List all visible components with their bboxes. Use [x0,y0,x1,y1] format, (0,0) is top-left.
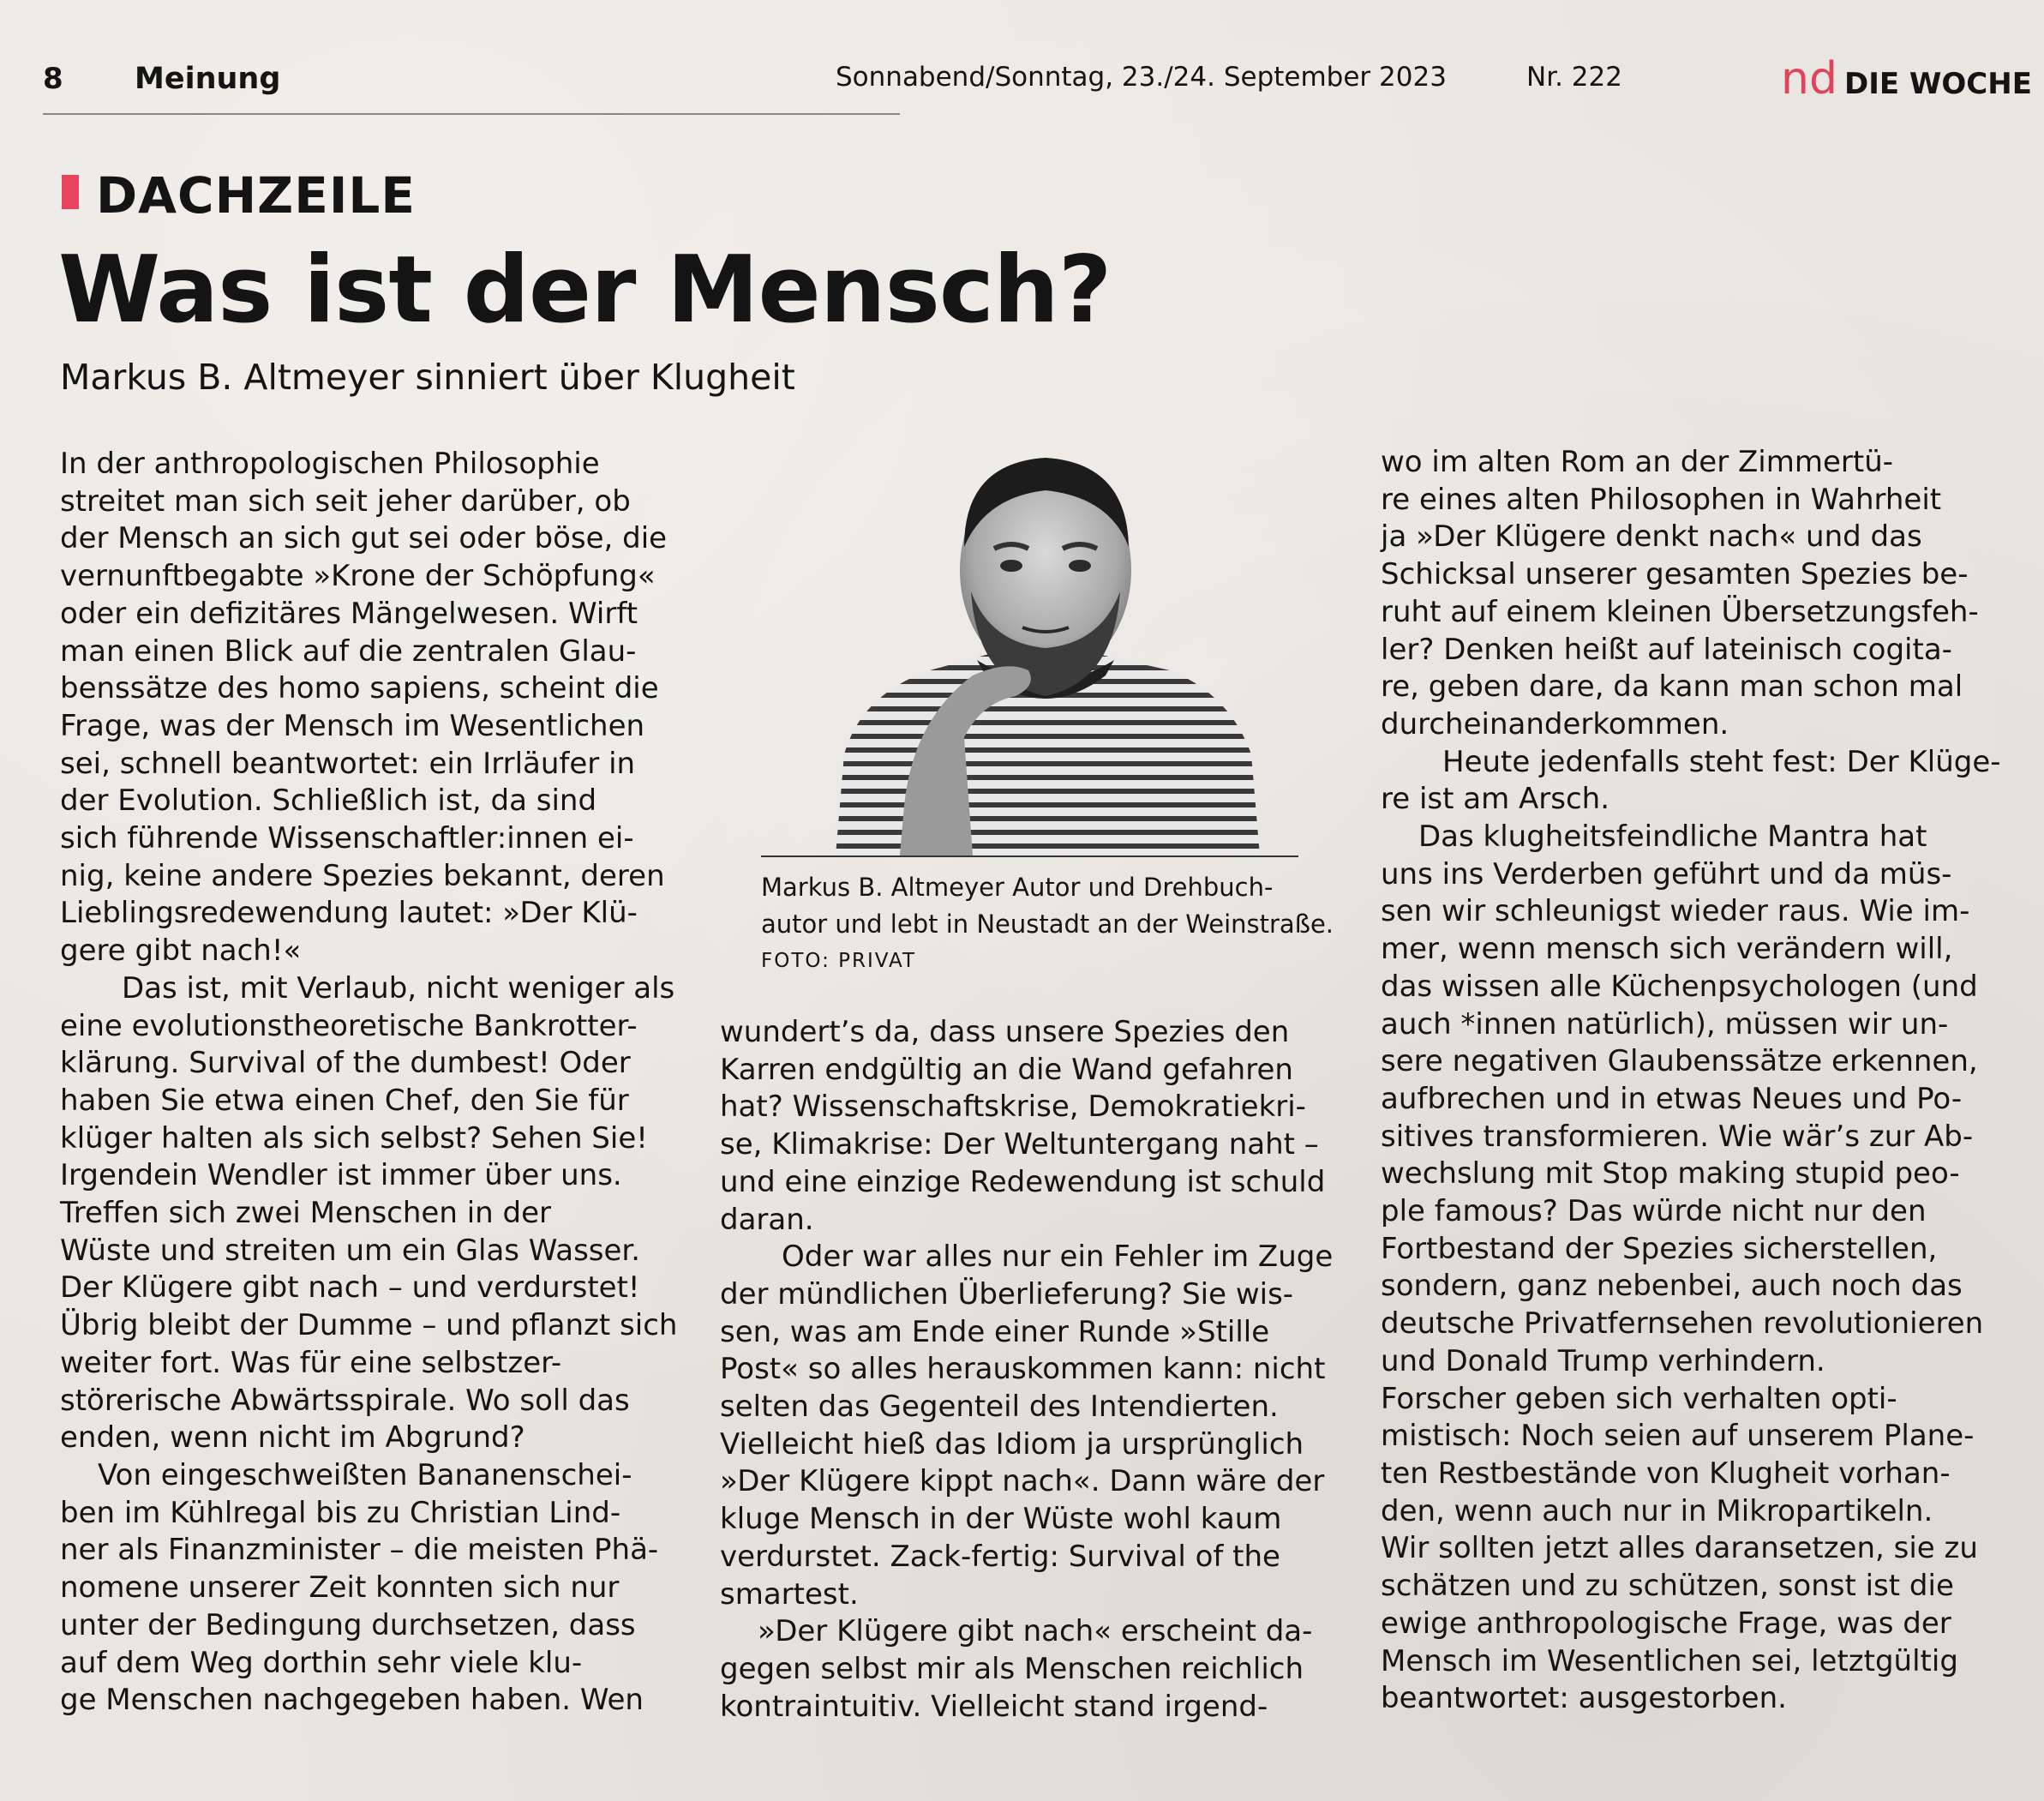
photo-caption-divider [761,855,1298,857]
text-line: schätzen und zu schützen, sonst ist die [1381,1569,1954,1604]
text-line: Schicksal unserer gesamten Spezies be- [1381,557,1969,592]
text-line: haben Sie etwa einen Chef, den Sie für [60,1083,629,1118]
text-line: mistisch: Noch seien auf unserem Plane- [1381,1419,1975,1454]
text-line: und eine einzige Redewendung ist schuld [720,1164,1326,1199]
brand-logo [1781,53,2032,105]
text-line: kontraintuitiv. Vielleicht stand irgend- [720,1689,1268,1724]
text-line: Frage, was der Mensch im Wesentlichen [60,708,645,743]
text-line: ten Restbestände von Klugheit vorhan- [1381,1456,1951,1491]
text-line: störerische Abwärtsspirale. Wo soll das [60,1383,630,1418]
section-label: Meinung [135,62,281,96]
text-line: ler? Denken heißt auf lateinisch cogita- [1381,632,1952,667]
text-line: sen, was am Ende einer Runde »Stille [720,1314,1270,1349]
text-line: ben im Kühlregal bis zu Christian Lind- [60,1495,621,1530]
text-line: sich führende Wissenschaftler:innen ei- [60,821,634,856]
text-line: Oder war alles nur ein Fehler im Zuge [782,1240,1334,1275]
kicker: DACHZEILE [96,166,416,225]
text-line: Übrig bleibt der Dumme – und pflanzt sich [60,1308,678,1343]
text-line: sei, schnell beantwortet: ein Irrläufer in [60,746,636,781]
text-line: auf dem Weg dorthin sehr viele klu- [60,1645,583,1680]
text-line: ruht auf einem kleinen Übersetzungsfeh- [1381,594,1979,629]
text-line: »Der Klügere gibt nach« erscheint da- [758,1614,1313,1649]
text-line: wechslung mit Stop making stupid peo- [1381,1156,1960,1192]
text-line: beantwortet: ausgestorben. [1381,1681,1787,1716]
text-line: smartest. [720,1576,859,1612]
text-line: kluge Mensch in der Wüste wohl kaum [720,1502,1282,1537]
text-line: daran. [720,1202,814,1237]
text-line: klärung. Survival of the dumbest! Oder [60,1046,631,1081]
photo-caption [761,869,1334,943]
text-line: »Der Klügere kippt nach«. Dann wäre der [720,1464,1325,1499]
author-photo [827,446,1273,855]
text-line: benssätze des homo sapiens, scheint die [60,671,659,706]
text-line: hat? Wissenschaftskrise, Demokratiekri- [720,1090,1306,1125]
text-line: ja »Der Klügere denkt nach« und das [1381,519,1922,555]
text-line: enden, wenn nicht im Abgrund? [60,1420,525,1456]
header-divider [43,113,900,115]
text-line: Treffen sich zwei Menschen in der [60,1196,551,1231]
text-line: sere negativen Glaubenssätze erkennen, [1381,1044,1978,1079]
text-line: Irgendein Wendler ist immer über uns. [60,1158,622,1193]
text-line: der Mensch an sich gut sei oder böse, die [60,521,668,556]
caption-line: Markus B. Altmeyer Autor und Drehbuch- [761,873,1274,902]
article-column-1 [60,446,677,1720]
text-line: deutsche Privatfernsehen revolutionieren [1381,1306,1984,1342]
text-line: Mensch im Wesentlichen sei, letztgültig [1381,1643,1958,1678]
text-line: wundert’s da, dass unsere Spezies den [720,1015,1290,1049]
text-line: man einen Blick auf die zentralen Glau- [60,633,637,669]
text-line: nomene unserer Zeit konnten sich nur [60,1570,620,1606]
brand-name: DIE WOCHE [1843,67,2032,101]
text-line: ge Menschen nachgegeben haben. Wen [60,1683,644,1718]
text-line: durcheinanderkommen. [1381,706,1729,741]
text-line: Wüste und streiten um ein Glas Wasser. [60,1233,641,1268]
caption-line: autor und lebt in Neustadt an der Weinstraße. [761,910,1334,939]
text-line: das wissen alle Küchenpsychologen (und [1381,969,1978,1004]
text-line: ple famous? Das würde nicht nur den [1381,1194,1927,1229]
text-line: Post« so alles herauskommen kann: nicht [720,1352,1326,1387]
kicker-accent-bar [62,175,79,209]
text-line: selten das Gegenteil des Intendierten. [720,1390,1279,1425]
text-line: sitives transformieren. Wie wär’s zur Ab- [1381,1119,1974,1154]
text-line: weiter fort. Was für eine selbstzer- [60,1345,562,1380]
text-line: Der Klügere gibt nach – und verdurstet! [60,1270,640,1306]
page-number: 8 [43,62,63,96]
text-line: Karren endgültig an die Wand gefahren [720,1052,1293,1087]
text-line: re ist am Arsch. [1381,782,1610,817]
text-line: klüger halten als sich selbst? Sehen Sie! [60,1120,648,1156]
text-line: Das klugheitsfeindliche Mantra hat [1418,819,1927,855]
text-line: vernunftbegabte »Krone der Schöpfung« [60,559,656,594]
text-line: mer, wenn mensch sich verändern will, [1381,932,1953,967]
nd-logo-mark: nd [1781,53,1837,105]
text-line: uns ins Verderben geführt und da müs- [1381,856,1952,891]
text-line: streitet man sich seit jeher darüber, ob [60,483,631,519]
text-line: ner als Finanzminister – die meisten Phä- [60,1533,659,1568]
text-line: wo im alten Rom an der Zimmertü- [1381,445,1894,479]
text-line: auch *innen natürlich), müssen wir un- [1381,1006,1949,1042]
text-line: Das ist, mit Verlaub, nicht weniger als [122,970,675,1006]
headline: Was ist der Mensch? [58,237,1112,344]
text-line: gere gibt nach!« [60,934,302,969]
text-line: In der anthropologischen Philosophie [60,447,600,481]
text-line: Wir sollten jetzt alles daransetzen, sie zu [1381,1531,1978,1566]
issue-date: Sonnabend/Sonntag, 23./24. September 2023 [836,62,1447,93]
subline: Markus B. Altmeyer sinniert über Klugheit [60,357,795,398]
article-column-2 [720,1014,1337,1726]
issue-number: Nr. 222 [1526,62,1622,93]
text-line: nig, keine andere Spezies bekannt, deren [60,858,665,893]
text-line: sen wir schleunigst wieder raus. Wie im- [1381,894,1970,929]
text-line: Fortbestand der Spezies sicherstellen, [1381,1231,1938,1266]
text-line: aufbrechen und in etwas Neues und Po- [1381,1081,1963,1116]
article-column-3 [1381,444,2001,1718]
text-line: der Evolution. Schließlich ist, da sind [60,783,597,819]
text-line: re, geben dare, da kann man schon mal [1381,669,1963,705]
photo-credit: FOTO: PRIVAT [761,950,917,972]
text-line: Lieblingsredewendung lautet: »Der Klü- [60,896,638,931]
text-line: Heute jedenfalls steht fest: Der Klüge- [1442,744,2001,779]
text-line: ewige anthropologische Frage, was der [1381,1606,1951,1641]
text-line: oder ein defizitäres Mängelwesen. Wirft [60,596,638,631]
text-line: Forscher geben sich verhalten opti- [1381,1381,1897,1416]
text-line: Von eingeschweißten Bananenschei- [98,1457,632,1492]
text-line: und Donald Trump verhindern. [1381,1343,1825,1378]
text-line: verdurstet. Zack-fertig: Survival of the [720,1539,1280,1574]
text-line: se, Klimakrise: Der Weltuntergang naht – [720,1127,1319,1162]
text-line: eine evolutionstheoretische Bankrotter- [60,1008,638,1043]
text-line: der mündlichen Überlieferung? Sie wis- [720,1276,1294,1312]
author-portrait-image [827,446,1273,855]
text-line: sondern, ganz nebenbei, auch noch das [1381,1269,1963,1304]
text-line: Vielleicht hieß das Idiom ja ursprünglich [720,1426,1304,1462]
text-line: re eines alten Philosophen in Wahrheit [1381,482,1942,517]
text-line: unter der Bedingung durchsetzen, dass [60,1607,636,1642]
text-line: den, wenn auch nur in Mikropartikeln. [1381,1493,1933,1528]
text-line: gegen selbst mir als Menschen reichlich [720,1651,1304,1686]
